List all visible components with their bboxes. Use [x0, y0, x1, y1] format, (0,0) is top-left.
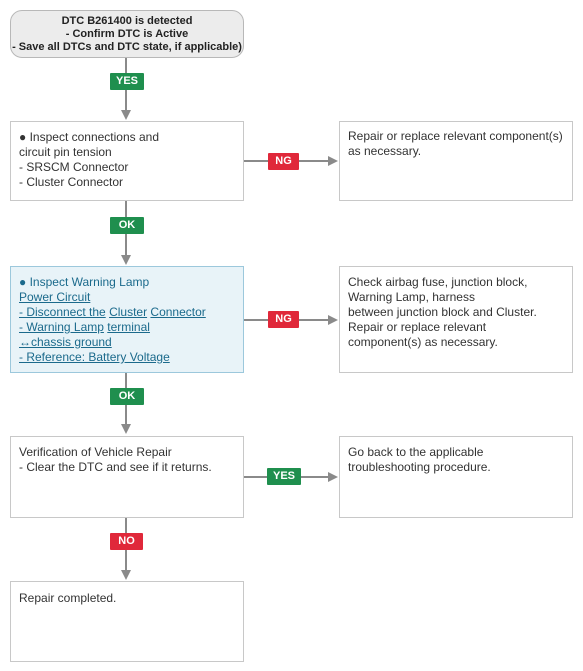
no-badge: NO: [110, 533, 143, 550]
ng-badge: NG: [268, 153, 299, 170]
ng-badge: NG: [268, 311, 299, 328]
connector-link[interactable]: Connector: [150, 305, 206, 319]
ok-badge: OK: [110, 217, 144, 234]
step3-yes-line: Go back to the applicable: [348, 445, 484, 459]
step2-fail-line: between junction block and Cluster.: [348, 305, 537, 319]
step3-line: Verification of Vehicle Repair: [19, 445, 172, 459]
disconnect-link[interactable]: - Disconnect the: [19, 305, 106, 319]
start-line: - Save all DTCs and DTC state, if applicable): [12, 41, 242, 53]
ok-badge: OK: [110, 388, 144, 405]
step1-line: - SRSCM Connector: [19, 160, 129, 174]
step2-fail-check: [339, 266, 573, 373]
step1-line: ● Inspect connections and: [19, 130, 160, 144]
start-line: DTC B261400 is detected: [61, 15, 193, 27]
step1-line: circuit pin tension: [19, 145, 112, 159]
cluster-link[interactable]: Cluster: [109, 305, 148, 319]
yes-badge: YES: [267, 468, 301, 485]
terminal-link[interactable]: terminal: [107, 320, 150, 334]
step3-verification: [10, 436, 244, 518]
start-line: - Confirm DTC is Active: [65, 28, 189, 40]
step1-fail-repair: [339, 121, 573, 201]
step1-line: - Cluster Connector: [19, 175, 124, 189]
step3-yes-line: troubleshooting procedure.: [348, 460, 491, 474]
power-circuit-link[interactable]: Power Circuit: [19, 290, 91, 304]
start-node: [10, 10, 244, 58]
chassis-ground-link[interactable]: ↔chassis ground: [19, 335, 112, 349]
step2-fail-line: Check airbag fuse, junction block,: [348, 275, 528, 289]
yes-badge: YES: [110, 73, 144, 90]
reference-voltage-link[interactable]: - Reference: Battery Voltage: [19, 350, 170, 364]
final-line: Repair completed.: [19, 591, 117, 605]
step2-fail-line: Warning Lamp, harness: [348, 290, 475, 304]
step2-fail-line: Repair or replace relevant: [348, 320, 487, 334]
warning-lamp-link[interactable]: - Warning Lamp: [19, 320, 104, 334]
step1-fail-line: as necessary.: [348, 144, 422, 158]
step2-heading[interactable]: ● Inspect Warning Lamp: [19, 275, 150, 289]
step2-fail-line: component(s) as necessary.: [348, 335, 498, 349]
step2-inspect-warning-lamp: [10, 266, 244, 373]
step3-yes-go-back: [339, 436, 573, 518]
step1-fail-line: Repair or replace relevant component(s): [348, 129, 563, 143]
step1-inspect-connections: [10, 121, 244, 201]
final-repair-completed: [10, 581, 244, 662]
step3-line: - Clear the DTC and see if it returns.: [19, 460, 212, 474]
